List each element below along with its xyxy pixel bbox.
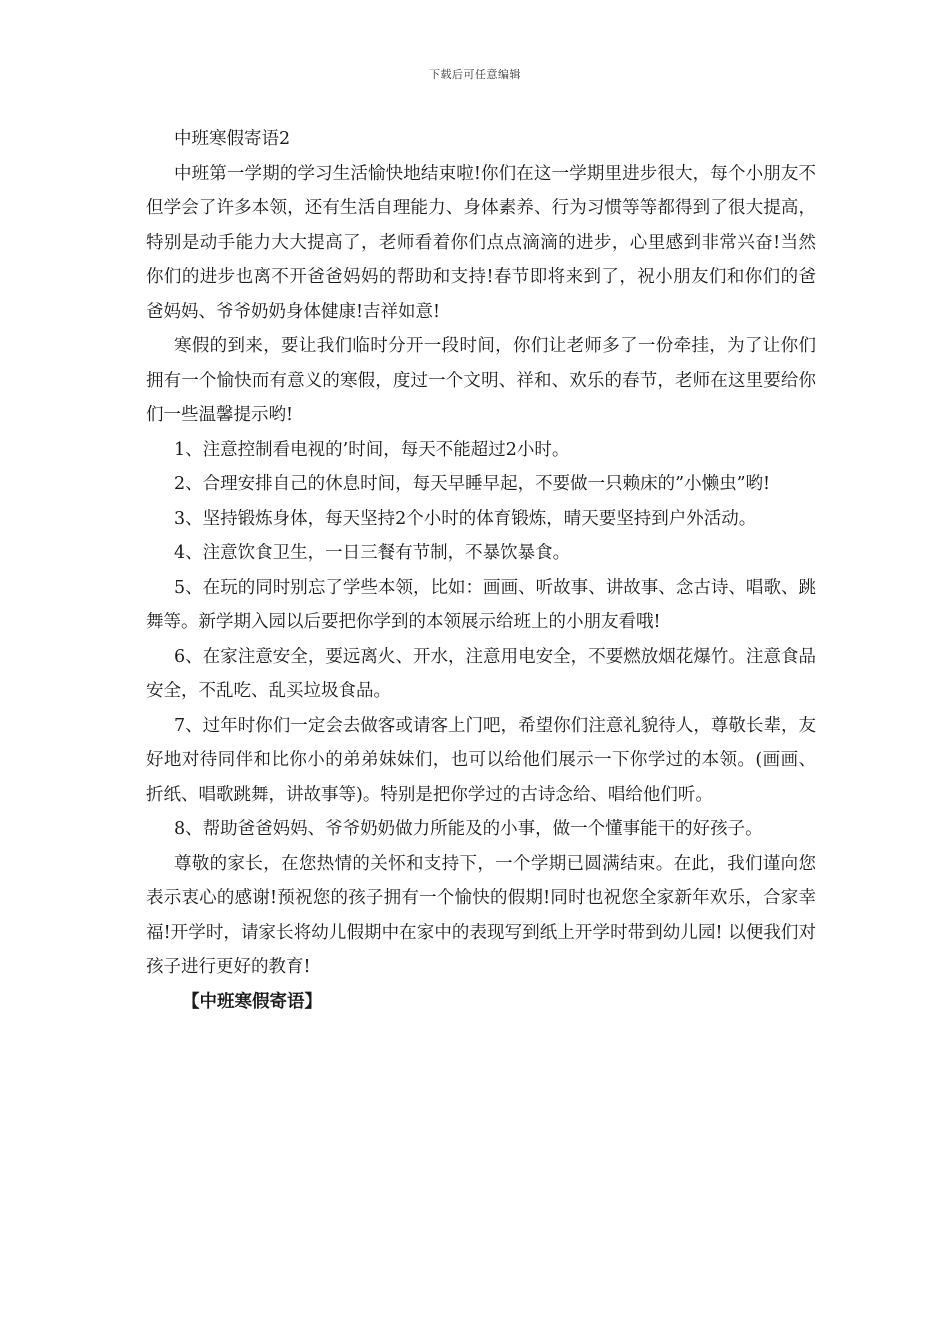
tip-item-7: 7、过年时你们一定会去做客或请客上门吧，希望你们注意礼貌待人，尊敬长辈，友好地对待同伴和比你小的弟弟妹妹们，也可以给他们展示一下你学过的本领。(画画、折纸、唱歌跳舞，讲故事等)。特别是把你学过的古诗念给、唱给他们听。 — [146, 715, 816, 805]
tip-item-1: 1、注意控制看电视的’时间，每天不能超过2小时。 — [174, 439, 570, 460]
tip-item-8: 8、帮助爸爸妈妈、爷爷奶奶做力所能及的小事，做一个懂事能干的好孩子。 — [174, 819, 763, 839]
paragraph-parents: 尊敬的家长，在您热情的关怀和支持下，一个学期已圆满结束。在此，我们谨向您表示衷心的感谢!预祝您的孩子拥有一个愉快的假期!同时也祝您全家新年欢乐，合家幸福!开学时，请家长将幼儿假期中在家中的表现写到纸上开学时带到幼儿园! 以便我们对孩子进行更好的教育! — [146, 853, 816, 977]
header-note: 下载后可任意编辑 — [429, 68, 521, 81]
paragraph-winter-break: 寒假的到来，要让我们临时分开一段时间，你们让老师多了一份牵挂，为了让你们拥有一个愉快而有意义的寒假，度过一个文明、祥和、欢乐的春节，老师在这里要给你们一些温馨提示哟! — [146, 336, 816, 425]
paragraph-intro: 中班第一学期的学习生活愉快地结束啦!你们在这一学期里进步很大，每个小朋友不但学会了许多本领，还有生活自理能力、身体素养、行为习惯等等都得到了很大提高，特别是动手能力大大提高了，老师看着你们点点滴滴的进步，心里感到非常兴奋!当然你们的进步也离不开爸爸妈妈的帮助和支持!春节即将来到了，祝小朋友们和你们的爸爸妈妈、爷爷奶奶身体健康!吉祥如意! — [146, 163, 816, 322]
tip-item-5: 5、在玩的同时别忘了学些本领，比如：画画、听故事、讲故事、念古诗、唱歌、跳舞等。新学期入园以后要把你学到的本领展示给班上的小朋友看哦! — [146, 577, 816, 632]
document-body — [146, 122, 816, 1019]
document-title: 中班寒假寄语2 — [174, 129, 291, 149]
footer-title: 【中班寒假寄语】 — [182, 991, 322, 1012]
tip-item-6: 6、在家注意安全，要远离火、开水，注意用电安全，不要燃放烟花爆竹。注意食品安全，不乱吃、乱买垃圾食品。 — [146, 646, 816, 701]
tip-item-3: 3、坚持锻炼身体，每天坚持2个小时的体育锻炼，晴天要坚持到户外活动。 — [174, 508, 757, 529]
tip-item-2: 2、合理安排自己的休息时间，每天早睡早起，不要做一只赖床的”小懒虫”哟! — [174, 474, 771, 494]
tip-item-4: 4、注意饮食卫生，一日三餐有节制，不暴饮暴食。 — [174, 543, 571, 563]
